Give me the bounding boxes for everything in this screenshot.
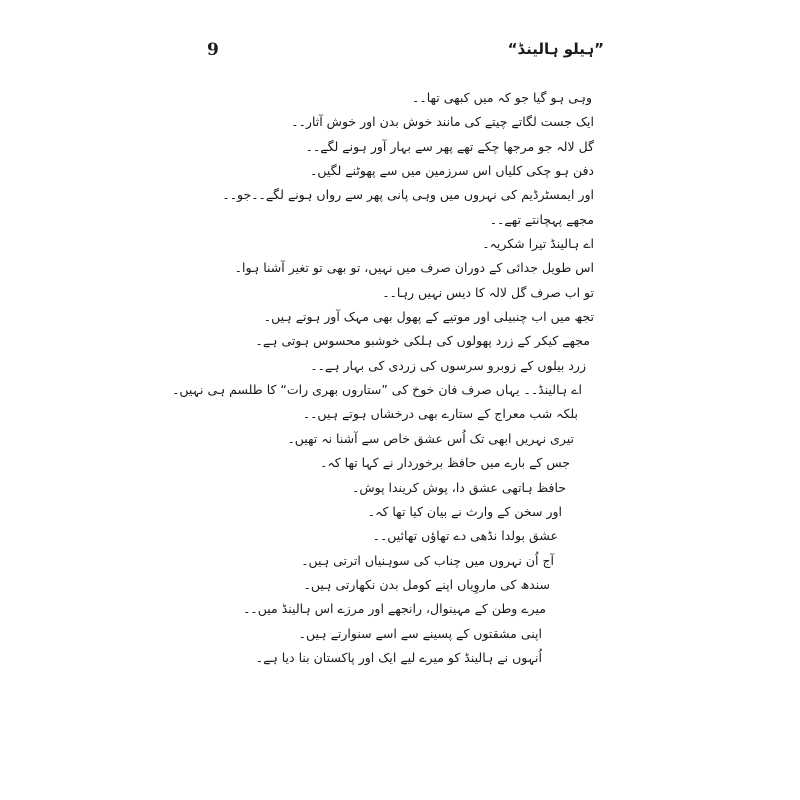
poem-body	[172, 86, 594, 670]
text-line: مجھے کیکر کے زرد پھولوں کی ہلکی خوشبو محسوس ہوتی ہے۔	[255, 333, 590, 349]
text-line: اور سخن کے وارث نے بیان کیا تھا کہ۔	[367, 503, 562, 519]
text-line: اے ہالینڈ تیرا شکریہ۔	[482, 236, 594, 252]
running-header-title: ”ہیلو ہالینڈ“	[507, 40, 604, 58]
text-line: اُنہوں نے ہالینڈ کو میرے لیے ایک اور پاکستان بنا دیا ہے۔	[255, 649, 542, 665]
text-line: اے ہالینڈ۔۔ یہاں صرف فان خوخ کی ”ستاروں بھری رات“ کا طلسم ہی نہیں۔	[172, 382, 582, 398]
text-line: تیری نہریں ابھی تک اُس عشق خاص سے آشنا نہ تھیں۔	[287, 430, 574, 446]
text-line: تجھ میں اب چنبیلی اور موتیے کے پھول بھی مہک آور ہوتے ہیں۔	[263, 309, 594, 325]
text-line: بلکہ شب معراج کے ستارے بھی درخشاں ہوتے ہیں۔۔	[302, 406, 578, 422]
text-line: وہی ہو گیا جو کہ میں کبھی تھا۔۔	[412, 90, 592, 105]
page-number: 9	[207, 40, 219, 60]
text-line: اپنی مشقتوں کے پسینے سے اسے سنوارتے ہیں۔	[298, 625, 542, 641]
text-line: ایک جست لگاتے چیتے کی مانند خوش بدن اور خوش آثار۔۔	[291, 114, 594, 130]
text-line: آج اُن نہروں میں چناب کی سوہنیاں اترتی ہیں۔	[301, 552, 554, 568]
text-line: عشق بولدا نڈھی دے تھاؤں تھائیں۔۔	[372, 528, 558, 544]
text-line: زرد بیلوں کے زوبرو سرسوں کی زردی کی بہار ہے۔۔	[310, 357, 586, 373]
text-line: جس کے بارے میں حافظ برخوردار نے کہا تھا کہ۔	[320, 455, 570, 471]
text-line: تو اب صرف گل لالہ کا دیس نہیں رہا۔۔	[382, 284, 594, 300]
text-line: مجھے پہچانتے تھے۔۔	[489, 211, 594, 227]
text-line: دفن ہو چکی کلیاں اس سرزمین میں سے پھوٹنے لگیں۔	[310, 163, 594, 179]
text-line: حافظ ہاتھی عشق دا، پوش کریندا پوش۔	[352, 479, 566, 495]
text-line: اور ایمسٹرڈیم کی نہروں میں وہی پانی پھر سے رواں ہونے لگے۔۔جو۔۔	[222, 187, 594, 203]
text-line: اس طویل جدائی کے دوران صرف میں نہیں، تو بھی تو تغیر آشنا ہوا۔	[234, 260, 594, 276]
text-line: سندھ کی ماروِیاں اپنے کومل بدن نکھارتی ہیں۔	[303, 576, 550, 592]
text-line: میرے وطن کے مہینوال، رانجھے اور مرزے اس ہالینڈ میں۔۔	[243, 601, 546, 617]
text-line: گل لالہ جو مرجھا چکے تھے پھر سے بہار آور ہونے لگے۔۔	[305, 138, 594, 154]
